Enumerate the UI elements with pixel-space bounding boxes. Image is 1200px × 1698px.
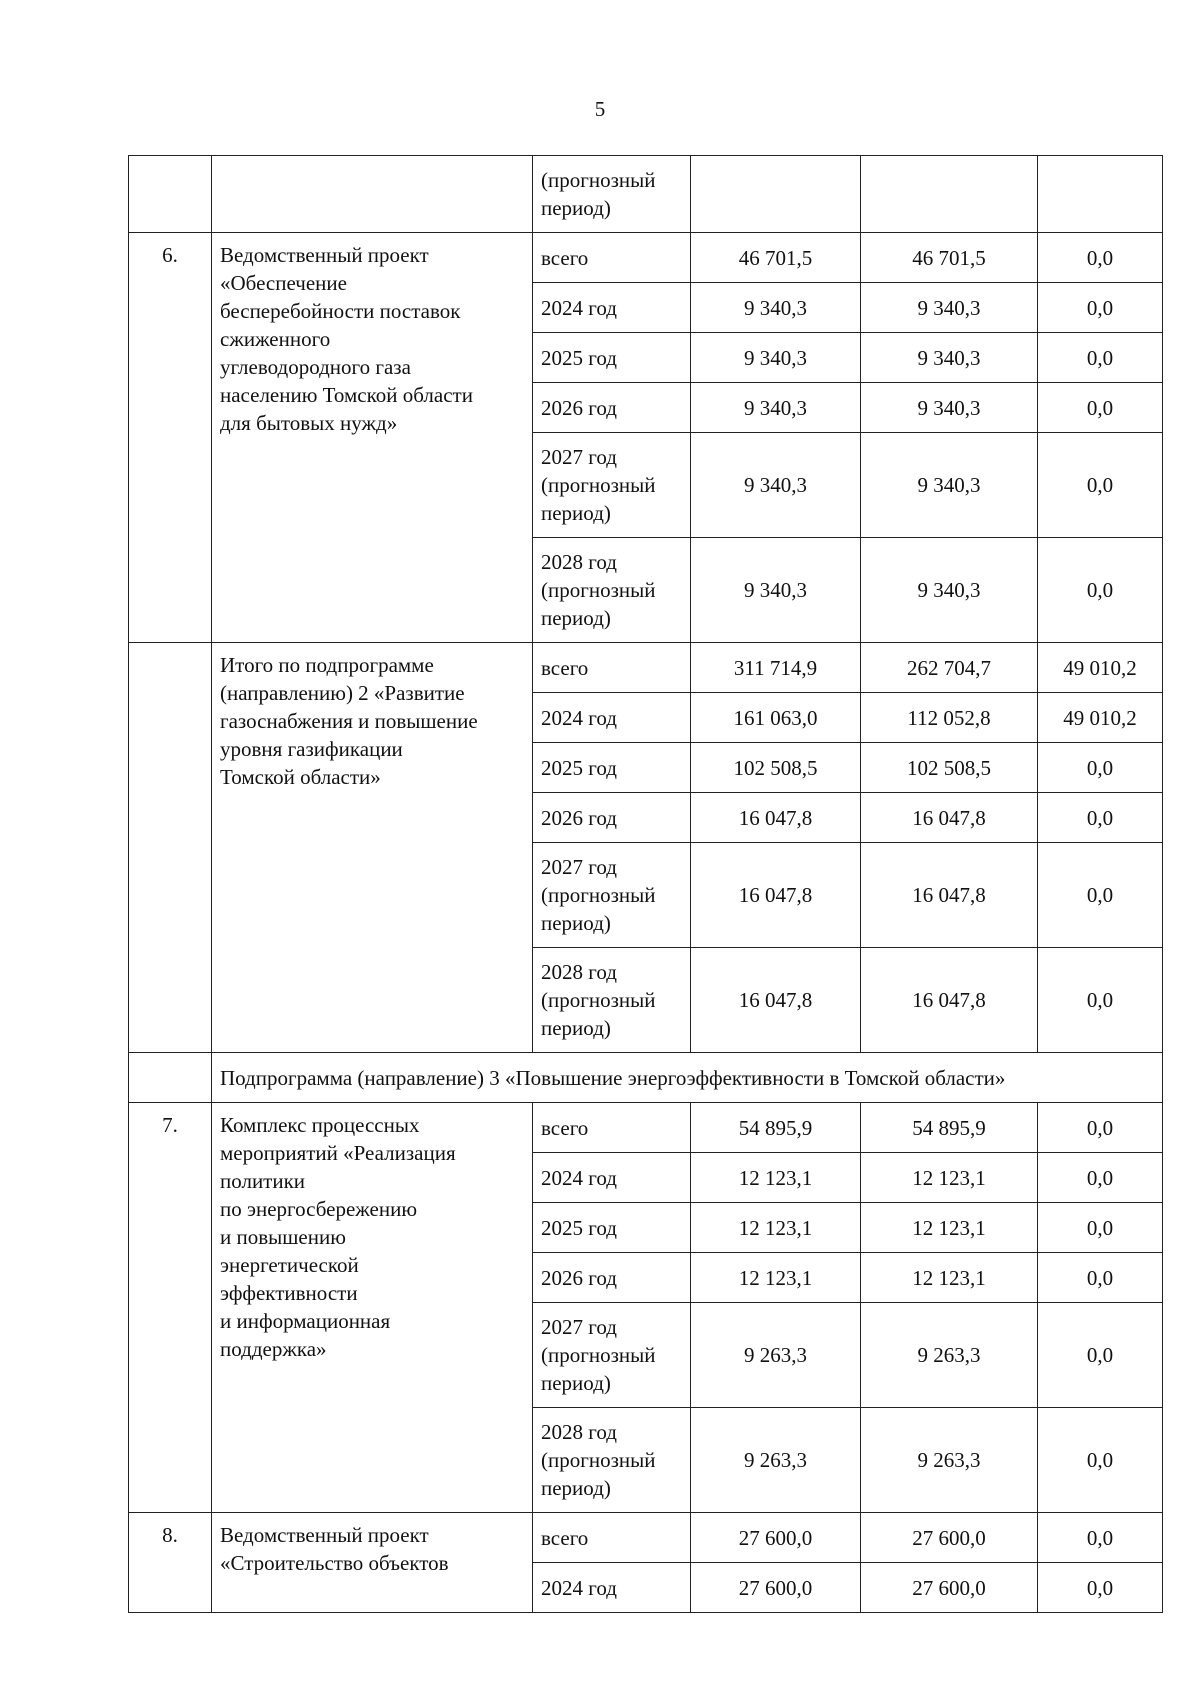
row-name-cell <box>212 156 533 233</box>
row-name-line: Ведомственный проект <box>220 243 429 267</box>
value-cell <box>861 743 1038 793</box>
value-cell <box>1038 1253 1163 1303</box>
value: 0,0 <box>1086 395 1114 420</box>
row-name-line: «Обеспечение <box>220 271 347 295</box>
period-line: период) <box>541 1371 611 1395</box>
value-cell <box>691 283 861 333</box>
value-cell <box>691 233 861 283</box>
period-cell <box>533 1203 691 1253</box>
row-name-line: и повышению <box>220 1225 346 1249</box>
value-cell <box>861 793 1038 843</box>
row-name-line: бесперебойности поставок <box>220 299 461 323</box>
row-name-line: сжиженного <box>220 327 331 351</box>
value-cell <box>691 333 861 383</box>
period-line: 2024 год <box>541 705 617 730</box>
period-line: 2028 год <box>541 1420 617 1444</box>
value: 0,0 <box>1086 1165 1114 1190</box>
value: 49 010,2 <box>1063 705 1137 730</box>
period-cell <box>533 333 691 383</box>
period-line: 2024 год <box>541 1165 617 1190</box>
row-name-line: углеводородного газа <box>220 355 411 379</box>
value: 0,0 <box>1086 295 1114 320</box>
value-cell <box>861 1203 1038 1253</box>
value-cell <box>691 1203 861 1253</box>
period-line: 2025 год <box>541 1215 617 1240</box>
value-cell <box>861 1408 1038 1513</box>
row-number-cell <box>129 1053 212 1103</box>
value-cell <box>691 156 861 233</box>
row-number: 8. <box>162 1523 178 1547</box>
value: 9 340,3 <box>744 395 807 420</box>
value-cell <box>1038 743 1163 793</box>
value: 27 600,0 <box>912 1575 986 1600</box>
value: 16 047,8 <box>912 988 986 1012</box>
period-line: всего <box>541 1115 589 1140</box>
value: 0,0 <box>1086 345 1114 370</box>
row-name-line: и информационная <box>220 1309 391 1333</box>
value: 12 123,1 <box>738 1265 813 1290</box>
value-cell <box>1038 843 1163 948</box>
row-name-line: по энергосбережению <box>220 1197 418 1221</box>
period-line: всего <box>541 1525 589 1550</box>
period-line: 2027 год <box>541 855 617 879</box>
value-cell <box>861 1513 1038 1563</box>
value: 9 340,3 <box>744 345 807 370</box>
value: 12 123,1 <box>738 1215 813 1240</box>
value: 16 047,8 <box>738 988 813 1012</box>
period-cell <box>533 843 691 948</box>
value-cell <box>691 1563 861 1613</box>
period-cell <box>533 693 691 743</box>
value-cell <box>1038 1303 1163 1408</box>
period-line: период) <box>541 606 611 630</box>
period-line: (прогнозный <box>541 883 656 907</box>
period-line: 2024 год <box>541 295 617 320</box>
period-line: 2025 год <box>541 345 617 370</box>
value-cell <box>861 643 1038 693</box>
row-number: 6. <box>162 243 178 267</box>
period-cell <box>533 383 691 433</box>
value-cell <box>1038 793 1163 843</box>
period-cell <box>533 433 691 538</box>
value-cell <box>861 1153 1038 1203</box>
value-cell <box>1038 233 1163 283</box>
row-name-line: мероприятий «Реализация <box>220 1141 456 1165</box>
value-cell <box>1038 156 1163 233</box>
period-line: 2026 год <box>541 1265 617 1290</box>
value: 0,0 <box>1086 1265 1114 1290</box>
value: 0,0 <box>1086 1115 1114 1140</box>
value: 9 263,3 <box>917 1448 981 1472</box>
period-cell <box>533 156 691 233</box>
value-cell <box>861 333 1038 383</box>
period-cell <box>533 538 691 643</box>
row-name-line: поддержка» <box>220 1337 327 1361</box>
value: 16 047,8 <box>912 805 986 830</box>
value: 0,0 <box>1086 1343 1114 1367</box>
value: 46 701,5 <box>912 245 986 270</box>
value-cell <box>1038 333 1163 383</box>
period-line: период) <box>541 911 611 935</box>
value: 0,0 <box>1086 755 1114 780</box>
value: 12 123,1 <box>912 1165 986 1190</box>
value: 9 340,3 <box>917 473 981 497</box>
value-cell <box>861 693 1038 743</box>
value-cell <box>691 1408 861 1513</box>
row-name-line: населению Томской области <box>220 383 473 407</box>
value: 12 123,1 <box>738 1165 813 1190</box>
period-cell <box>533 1153 691 1203</box>
table-row <box>129 1513 1163 1563</box>
row-name-cell <box>212 643 533 1053</box>
row-name-line: эффективности <box>220 1281 358 1305</box>
value-cell <box>861 1563 1038 1613</box>
row-name-line: газоснабжения и повышение <box>220 709 478 733</box>
value-cell <box>691 1303 861 1408</box>
period-line: период) <box>541 501 611 525</box>
period-cell <box>533 1253 691 1303</box>
page-number: 5 <box>594 97 606 121</box>
row-name-line: энергетической <box>220 1253 359 1277</box>
value-cell <box>1038 643 1163 693</box>
value: 54 895,9 <box>912 1115 986 1140</box>
period-line: всего <box>541 245 589 270</box>
value: 9 340,3 <box>744 473 807 497</box>
row-name-line: уровня газификации <box>220 737 403 761</box>
value: 16 047,8 <box>912 883 986 907</box>
value-cell <box>691 538 861 643</box>
value-cell <box>861 948 1038 1053</box>
value: 46 701,5 <box>738 245 813 270</box>
section-header-row <box>129 1053 1163 1103</box>
budget-table-body <box>129 156 1163 1613</box>
value: 9 263,3 <box>917 1343 981 1367</box>
row-name-line: (направлению) 2 «Развитие <box>220 681 465 705</box>
value: 12 123,1 <box>912 1215 986 1240</box>
value-cell <box>1038 283 1163 333</box>
period-line: 2028 год <box>541 550 617 574</box>
period-line: всего <box>541 655 589 680</box>
row-name-line: Ведомственный проект <box>220 1523 429 1547</box>
value-cell <box>691 1253 861 1303</box>
value: 0,0 <box>1086 245 1114 270</box>
period-line: период) <box>541 196 611 220</box>
value-cell <box>1038 948 1163 1053</box>
row-number: 7. <box>162 1113 178 1137</box>
period-line: (прогнозный <box>541 473 656 497</box>
value: 0,0 <box>1086 1448 1114 1472</box>
row-name-line: Томской области» <box>220 765 381 789</box>
row-name-cell <box>212 1513 533 1613</box>
row-name-line: политики <box>220 1169 306 1193</box>
period-cell <box>533 1513 691 1563</box>
value-cell <box>861 538 1038 643</box>
period-cell <box>533 743 691 793</box>
period-cell <box>533 793 691 843</box>
value-cell <box>861 1253 1038 1303</box>
value-cell <box>691 793 861 843</box>
row-name-line: «Строительство объектов <box>220 1551 449 1575</box>
value: 49 010,2 <box>1063 655 1137 680</box>
value: 27 600,0 <box>738 1525 813 1550</box>
value-cell <box>1038 1203 1163 1253</box>
continued-row <box>129 156 1163 233</box>
value-cell <box>1038 693 1163 743</box>
value-cell <box>861 433 1038 538</box>
value: 0,0 <box>1086 473 1114 497</box>
value: 9 340,3 <box>917 345 981 370</box>
period-cell <box>533 233 691 283</box>
period-cell <box>533 1103 691 1153</box>
value: 0,0 <box>1086 805 1114 830</box>
value: 0,0 <box>1086 578 1114 602</box>
value: 16 047,8 <box>738 805 813 830</box>
value-cell <box>691 433 861 538</box>
period-line: 2026 год <box>541 805 617 830</box>
value-cell <box>1038 538 1163 643</box>
value: 0,0 <box>1086 1525 1114 1550</box>
value-cell <box>1038 1513 1163 1563</box>
row-number-cell <box>129 156 212 233</box>
value-cell <box>691 948 861 1053</box>
table-row <box>129 643 1163 693</box>
period-line: (прогнозный <box>541 578 656 602</box>
value-cell <box>861 843 1038 948</box>
value: 9 340,3 <box>744 295 807 320</box>
value: 54 895,9 <box>738 1115 813 1140</box>
value-cell <box>691 1513 861 1563</box>
value: 0,0 <box>1086 988 1114 1012</box>
value: 12 123,1 <box>912 1265 986 1290</box>
row-number-cell <box>129 233 212 643</box>
row-name-line: для бытовых нужд» <box>220 411 398 435</box>
value: 102 508,5 <box>907 755 991 780</box>
value-cell <box>861 1303 1038 1408</box>
row-name-cell <box>212 233 533 643</box>
value: 112 052,8 <box>907 705 991 730</box>
table-row <box>129 233 1163 283</box>
row-number-cell <box>129 1103 212 1513</box>
period-line: (прогнозный <box>541 1448 656 1472</box>
row-number-cell <box>129 1513 212 1613</box>
value-cell <box>1038 433 1163 538</box>
period-cell <box>533 643 691 693</box>
value: 27 600,0 <box>738 1575 813 1600</box>
period-line: 2027 год <box>541 1315 617 1339</box>
value-cell <box>1038 1103 1163 1153</box>
value-cell <box>1038 1408 1163 1513</box>
value: 0,0 <box>1086 883 1114 907</box>
period-line: период) <box>541 1476 611 1500</box>
value-cell <box>861 383 1038 433</box>
value-cell <box>861 1103 1038 1153</box>
value: 0,0 <box>1086 1215 1114 1240</box>
value: 161 063,0 <box>733 705 818 730</box>
value-cell <box>691 1153 861 1203</box>
row-name-line: Комплекс процессных <box>220 1113 420 1137</box>
value-cell <box>691 1103 861 1153</box>
value: 27 600,0 <box>912 1525 986 1550</box>
row-number-cell <box>129 643 212 1053</box>
period-line: 2027 год <box>541 445 617 469</box>
value: 9 263,3 <box>744 1448 807 1472</box>
value: 0,0 <box>1086 1575 1114 1600</box>
value: 9 263,3 <box>744 1343 807 1367</box>
value-cell <box>1038 1563 1163 1613</box>
period-line: период) <box>541 1016 611 1040</box>
period-cell <box>533 1563 691 1613</box>
period-line: 2025 год <box>541 755 617 780</box>
period-line: 2024 год <box>541 1575 617 1600</box>
row-name-cell <box>212 1103 533 1513</box>
period-line: 2026 год <box>541 395 617 420</box>
value-cell <box>861 156 1038 233</box>
value: 311 714,9 <box>733 655 818 680</box>
value-cell <box>1038 383 1163 433</box>
value: 102 508,5 <box>733 755 818 780</box>
value: 9 340,3 <box>917 295 981 320</box>
value-cell <box>691 743 861 793</box>
period-line: (прогнозный <box>541 988 656 1012</box>
value-cell <box>691 693 861 743</box>
value-cell <box>691 383 861 433</box>
value-cell <box>861 233 1038 283</box>
value: 9 340,3 <box>744 578 807 602</box>
value: 9 340,3 <box>917 578 981 602</box>
section-header: Подпрограмма (направление) 3 «Повышение энергоэффективности в Томской области» <box>212 1053 1163 1103</box>
period-line: (прогнозный <box>541 168 656 192</box>
period-line: 2028 год <box>541 960 617 984</box>
period-cell <box>533 948 691 1053</box>
table-row <box>129 1103 1163 1153</box>
budget-table <box>128 155 1163 1613</box>
period-cell <box>533 1408 691 1513</box>
value: 9 340,3 <box>917 395 981 420</box>
value-cell <box>1038 1153 1163 1203</box>
value: 16 047,8 <box>738 883 813 907</box>
period-line: (прогнозный <box>541 1343 656 1367</box>
value: 262 704,7 <box>907 655 991 680</box>
value-cell <box>861 283 1038 333</box>
period-cell <box>533 283 691 333</box>
value-cell <box>691 643 861 693</box>
period-cell <box>533 1303 691 1408</box>
row-name-line: Итого по подпрограмме <box>220 653 434 677</box>
value-cell <box>691 843 861 948</box>
